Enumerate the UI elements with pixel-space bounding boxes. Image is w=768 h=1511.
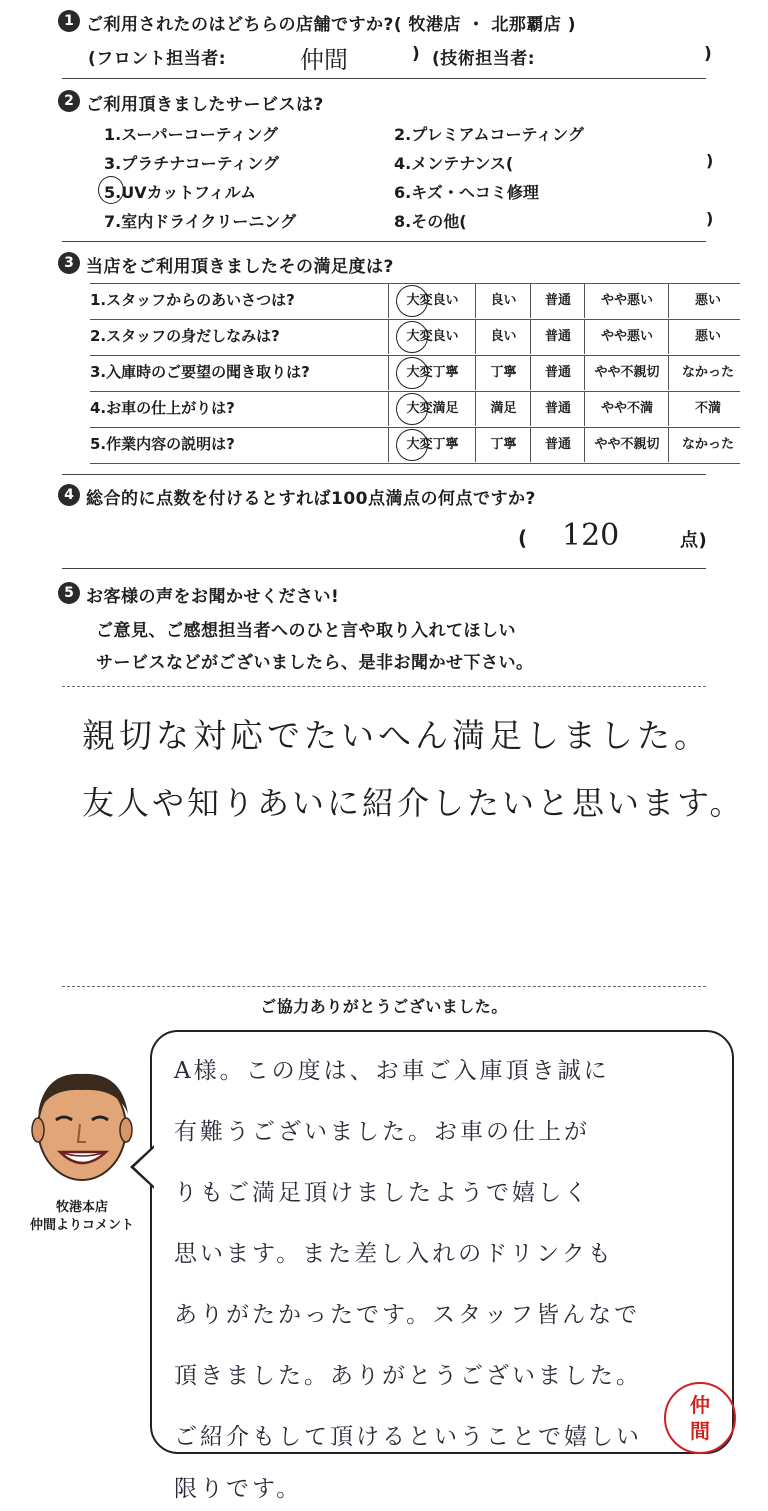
rating-option: 良い bbox=[475, 319, 531, 354]
section-divider bbox=[62, 78, 706, 79]
customer-comment-line2: 友人や知りあいに紹介したいと思います。 bbox=[82, 784, 745, 822]
question-4-number: 4 bbox=[58, 484, 80, 506]
front-staff-value: 仲間 bbox=[300, 46, 348, 74]
question-5-text: お客様の声をお聞かせください! bbox=[86, 587, 340, 607]
selected-service-circle bbox=[98, 176, 124, 204]
thanks-divider bbox=[62, 986, 706, 987]
stamp-char: 間 bbox=[690, 1419, 710, 1443]
rating-option: 普通 bbox=[530, 319, 585, 354]
tech-staff-close: ) bbox=[704, 44, 713, 64]
rating-option: なかった bbox=[668, 355, 747, 390]
staff-reply-line: 限りです。 bbox=[174, 1476, 303, 1502]
question-3-number: 3 bbox=[58, 252, 80, 274]
rating-option: やや不親切 bbox=[584, 355, 669, 390]
rating-option-selected: 大変満足 bbox=[388, 391, 476, 426]
staff-reply-line: ありがたかったです。スタッフ皆んなで bbox=[174, 1302, 641, 1328]
name-seal-stamp bbox=[664, 1382, 736, 1454]
thanks-message: ご協力ありがとうございました。 bbox=[260, 997, 508, 1016]
service-option: 3.プラチナコーティング bbox=[104, 154, 279, 173]
question-1-number: 1 bbox=[58, 10, 80, 32]
rating-option: 良い bbox=[475, 283, 531, 318]
question-2-text: ご利用頂きましたサービスは? bbox=[86, 95, 324, 115]
rating-option: 不満 bbox=[668, 391, 747, 426]
selected-rating-circle bbox=[396, 393, 428, 425]
selected-rating-circle bbox=[396, 429, 428, 461]
staff-reply-line: 頂きました。ありがとうございました。 bbox=[174, 1363, 642, 1389]
question-5-number: 5 bbox=[58, 582, 80, 604]
rating-option: やや不親切 bbox=[584, 427, 669, 462]
question-2-number: 2 bbox=[58, 90, 80, 112]
rating-option: 悪い bbox=[668, 319, 747, 354]
rating-option: 丁寧 bbox=[475, 355, 531, 390]
rating-row bbox=[90, 391, 750, 426]
front-staff-label: (フロント担当者: bbox=[88, 49, 227, 69]
rating-option: やや悪い bbox=[584, 319, 669, 354]
rating-option: 普通 bbox=[530, 427, 585, 462]
rating-question: 4.お車の仕上がりは? bbox=[90, 399, 235, 417]
question-5-line2: ご意見、ご感想担当者へのひと言や取り入れてほしい bbox=[96, 621, 516, 641]
rating-question: 1.スタッフからのあいさつは? bbox=[90, 291, 295, 309]
rating-option-selected: 大変良い bbox=[388, 283, 476, 318]
question-5-line3: サービスなどがございましたら、是非お聞かせ下さい。 bbox=[96, 653, 534, 673]
service-close-paren: ) bbox=[706, 151, 714, 170]
service-option: 6.キズ・ヘコミ修理 bbox=[394, 183, 539, 202]
tech-staff-label: (技術担当者: bbox=[432, 49, 536, 69]
staff-face-icon bbox=[24, 1062, 140, 1186]
service-option: 2.プレミアムコーティング bbox=[394, 125, 584, 144]
score-open-paren: ( bbox=[518, 526, 528, 550]
rating-row-border bbox=[90, 463, 740, 464]
question-4-text: 総合的に点数を付けるとすれば100点満点の何点ですか? bbox=[86, 489, 536, 509]
rating-row bbox=[90, 427, 750, 462]
rating-option-selected: 大変良い bbox=[388, 319, 476, 354]
staff-reply-line: ご紹介もして頂けるということで嬉しい bbox=[174, 1424, 642, 1450]
rating-option: 普通 bbox=[530, 355, 585, 390]
rating-option-selected: 大変丁寧 bbox=[388, 355, 476, 390]
question-1-text: ご利用されたのはどちらの店舗ですか?( 牧港店 ・ 北那覇店 ) bbox=[86, 15, 577, 35]
rating-option: 丁寧 bbox=[475, 427, 531, 462]
rating-option: やや不満 bbox=[584, 391, 669, 426]
bubble-tail-inner bbox=[134, 1148, 154, 1186]
rating-row bbox=[90, 283, 750, 318]
section-divider bbox=[62, 568, 706, 569]
rating-question: 5.作業内容の説明は? bbox=[90, 435, 235, 453]
rating-question: 2.スタッフの身だしなみは? bbox=[90, 327, 280, 345]
rating-option: 普通 bbox=[530, 283, 585, 318]
service-option: 4.メンテナンス( bbox=[394, 154, 514, 173]
rating-option: 満足 bbox=[475, 391, 531, 426]
rating-option: 普通 bbox=[530, 391, 585, 426]
rating-question: 3.入庫時のご要望の聞き取りは? bbox=[90, 363, 310, 381]
rating-option: なかった bbox=[668, 427, 747, 462]
staff-caption-line2: 仲間よりコメント bbox=[29, 1218, 134, 1233]
service-option: 1.スーパーコーティング bbox=[104, 125, 279, 144]
stamp-char: 仲 bbox=[690, 1393, 710, 1417]
score-value: 120 bbox=[562, 518, 620, 553]
score-unit: 点) bbox=[680, 530, 708, 551]
section-divider bbox=[62, 241, 706, 242]
service-option-selected: 5.UVカットフィルム bbox=[104, 183, 257, 202]
rating-option: やや悪い bbox=[584, 283, 669, 318]
section-divider bbox=[62, 474, 706, 475]
service-option: 8.その他( bbox=[394, 212, 467, 231]
selected-rating-circle bbox=[396, 357, 428, 389]
rating-option-selected: 大変丁寧 bbox=[388, 427, 476, 462]
answer-divider bbox=[62, 686, 706, 687]
customer-comment-line1: 親切な対応でたいへん満足しました。 bbox=[82, 716, 711, 755]
selected-rating-circle bbox=[396, 321, 428, 353]
front-staff-close: ) bbox=[412, 44, 421, 64]
staff-reply-line: 有難うございました。お車の仕上が bbox=[174, 1119, 590, 1145]
staff-caption-line1: 牧港本店 bbox=[55, 1200, 108, 1215]
staff-reply-line: りもご満足頂けましたようで嬉しく bbox=[174, 1180, 590, 1206]
selected-rating-circle bbox=[396, 285, 428, 317]
question-3-text: 当店をご利用頂きましたその満足度は? bbox=[86, 257, 394, 277]
rating-row bbox=[90, 355, 750, 390]
service-option: 7.室内ドライクリーニング bbox=[104, 212, 297, 231]
service-close-paren: ) bbox=[706, 209, 714, 228]
staff-reply-line: 思います。また差し入れのドリンクも bbox=[174, 1241, 614, 1267]
rating-row bbox=[90, 319, 750, 354]
staff-reply-line: A様。この度は、お車ご入庫頂き誠に bbox=[174, 1058, 610, 1084]
staff-avatar bbox=[24, 1062, 140, 1186]
rating-option: 悪い bbox=[668, 283, 747, 318]
